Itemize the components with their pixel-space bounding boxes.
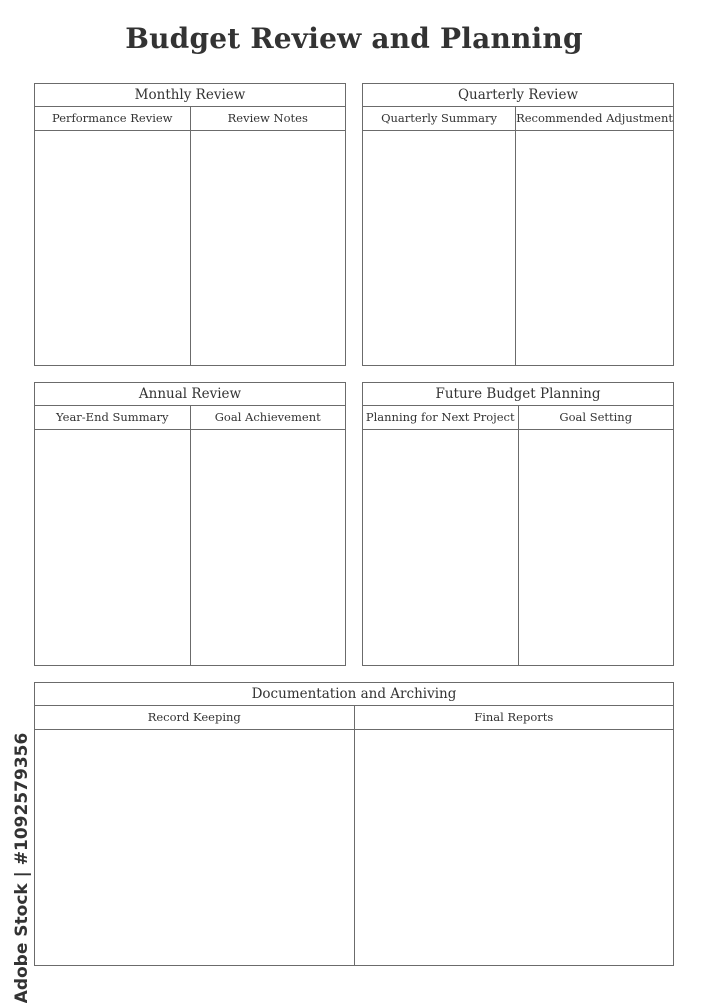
planning-next-project-column [363,406,519,665]
final-reports-area[interactable] [355,730,674,965]
goal-achievement-header: Goal Achievement [191,406,346,430]
quarterly-summary-column [363,107,516,365]
review-notes-column [191,107,346,365]
quarterly-review-section [362,83,674,366]
recommended-adjustment-area[interactable] [516,131,673,365]
planning-next-project-header: Planning for Next Project [363,406,518,430]
performance-review-column [35,107,191,365]
future-budget-planning-section [362,382,674,666]
recommended-adjustment-header: Recommended Adjustment [516,107,673,131]
stock-credit-text: Adobe Stock | #1092579356 [12,732,32,1003]
monthly-review-section [34,83,346,366]
documentation-archiving-title: Documentation and Archiving [35,683,673,706]
goal-achievement-column [191,406,346,665]
planning-next-project-area[interactable] [363,430,518,665]
page-title: Budget Review and Planning [125,22,583,55]
record-keeping-column [35,706,355,965]
year-end-summary-column [35,406,191,665]
review-notes-header: Review Notes [191,107,346,131]
goal-achievement-area[interactable] [191,430,346,665]
annual-review-title: Annual Review [35,383,345,406]
goal-setting-area[interactable] [519,430,674,665]
review-notes-area[interactable] [191,131,346,365]
goal-setting-header: Goal Setting [519,406,674,430]
year-end-summary-header: Year-End Summary [35,406,190,430]
future-budget-planning-title: Future Budget Planning [363,383,673,406]
annual-review-section [34,382,346,666]
performance-review-header: Performance Review [35,107,190,131]
final-reports-column [355,706,674,965]
year-end-summary-area[interactable] [35,430,190,665]
quarterly-summary-area[interactable] [363,131,515,365]
quarterly-review-title: Quarterly Review [363,84,673,107]
performance-review-area[interactable] [35,131,190,365]
monthly-review-title: Monthly Review [35,84,345,107]
recommended-adjustment-column [516,107,673,365]
goal-setting-column [519,406,674,665]
record-keeping-header: Record Keeping [35,706,354,730]
record-keeping-area[interactable] [35,730,354,965]
stock-credit [9,732,35,1003]
final-reports-header: Final Reports [355,706,674,730]
quarterly-summary-header: Quarterly Summary [363,107,515,131]
documentation-archiving-section [34,682,674,966]
